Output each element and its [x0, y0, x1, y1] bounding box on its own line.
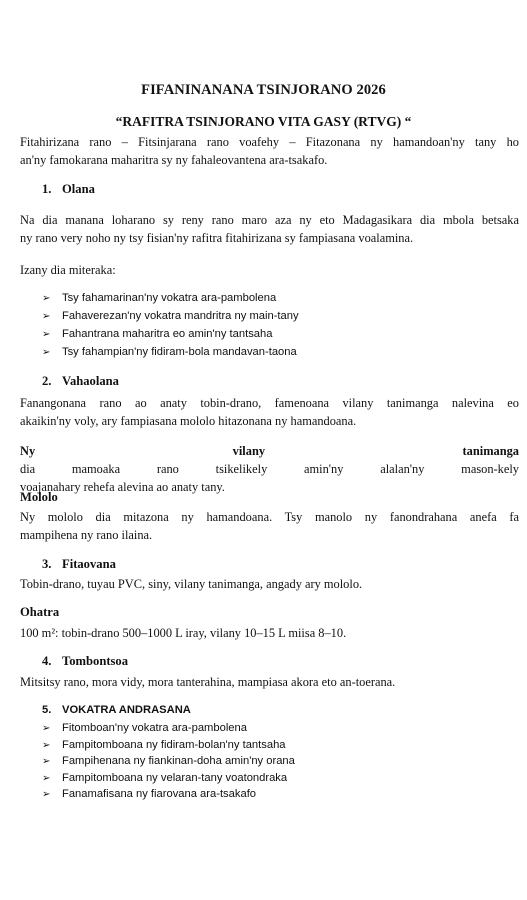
- paragraph-line: mampihena ny rano ilaina.: [20, 528, 153, 542]
- list-item: ➢ Fahaverezan'ny vokatra mandritra ny main-tany: [42, 307, 299, 325]
- tombontsoa-text: Mitsitsy rano, mora vidy, mora tanterahina, mampiasa akora eto an-toerana.: [20, 675, 396, 689]
- arrow-bullet-icon: ➢: [42, 756, 51, 767]
- olana-list: [42, 289, 299, 361]
- list-item: ➢ Fampihenana ny fiankinan-doha amin'ny orana: [42, 753, 295, 770]
- list-item: ➢ Fampitomboana ny fidiram-bolan'ny tantsaha: [42, 737, 295, 754]
- list-item: ➢ Fanamafisana ny fiarovana ara-tsakafo: [42, 786, 295, 803]
- section-title: Tombontsoa: [62, 654, 129, 668]
- section-heading-vahaolana: [42, 374, 119, 389]
- section-number: 1.: [42, 182, 52, 196]
- section-heading-fitaovana: [42, 557, 116, 572]
- arrow-bullet-icon: ➢: [42, 311, 51, 322]
- list-item: ➢ Fitomboan'ny vokatra ara-pambolena: [42, 720, 295, 737]
- document-title: FIFANINANANA TSINJORANO 2026: [141, 82, 386, 98]
- ohatra-text: 100 m²: tobin-drano 500–1000 L iray, vilany 10–15 L miisa 8–10.: [20, 626, 347, 640]
- vilany-bold-term: Ny vilany tanimanga: [20, 444, 519, 458]
- fitaovana-text: Tobin-drano, tuyau PVC, siny, vilany tanimanga, angady ary mololo.: [20, 577, 363, 591]
- mololo-heading: Mololo: [20, 490, 58, 504]
- arrow-bullet-icon: ➢: [42, 789, 51, 800]
- vahaolana-paragraph: [20, 394, 519, 430]
- list-item: ➢ Fahantrana maharitra eo amin'ny tantsaha: [42, 325, 299, 343]
- section-heading-vokatra: [42, 704, 191, 716]
- arrow-bullet-icon: ➢: [42, 293, 51, 304]
- paragraph-line: Na dia manana loharano sy reny rano maro aza ny eto Madagasikara dia mbola betsaka: [20, 213, 519, 227]
- vokatra-list: [42, 720, 295, 803]
- document-subtitle: “RAFITRA TSINJORANO VITA GASY (RTVG) “: [115, 114, 412, 129]
- arrow-bullet-icon: ➢: [42, 739, 51, 751]
- intro-line: Fitahirizana rano – Fitsinjarana rano voafehy – Fitazonana ny hamandoan'ny tany ho: [20, 135, 519, 149]
- intro-paragraph: [20, 133, 519, 169]
- list-item: ➢ Tsy fahamarinan'ny vokatra ara-pambolena: [42, 289, 299, 307]
- paragraph-line: Ny vilany tanimanga dia mamoaka rano tsikelikely amin'ny alalan'ny mason-kely: [20, 444, 519, 476]
- ohatra-heading: Ohatra: [20, 605, 60, 619]
- paragraph-line: ny rano very noho ny tsy fisian'ny rafitra fitahirizana sy fampiasana voalamina.: [20, 231, 414, 245]
- paragraph-line: akaikin'ny voly, ary fampiasana mololo hitazonana ny hamandoana.: [20, 414, 357, 428]
- section-number: 4.: [42, 654, 52, 668]
- paragraph-line: Ny mololo dia mitazona ny hamandoana. Tsy manolo ny fanondrahana anefa fa: [20, 510, 519, 524]
- arrow-bullet-icon: ➢: [42, 723, 51, 734]
- vilany-paragraph: [20, 442, 519, 496]
- list-item: ➢ Fampitomboana ny velaran-tany voatondraka: [42, 770, 295, 787]
- paragraph-line: voajanahary rehefa alevina ao anaty tany.: [20, 480, 225, 494]
- list-item: ➢ Tsy fahampian'ny fidiram-bola mandavan-taona: [42, 343, 299, 361]
- intro-line: an'ny famokarana maharitra sy ny fahaleovantena ara-tsakafo.: [20, 153, 328, 167]
- section-number: 3.: [42, 557, 52, 571]
- section-number: 5.: [42, 704, 52, 716]
- olana-paragraph: [20, 211, 519, 247]
- paragraph-line: Fanangonana rano ao anaty tobin-drano, famenoana vilany tanimanga nalevina eo: [20, 396, 519, 410]
- arrow-bullet-icon: ➢: [42, 347, 51, 358]
- section-heading-olana: [42, 182, 95, 197]
- arrow-bullet-icon: ➢: [42, 772, 51, 784]
- arrow-bullet-icon: ➢: [42, 329, 51, 340]
- section-number: 2.: [42, 374, 52, 388]
- section-title: Fitaovana: [62, 557, 116, 571]
- section-title: Vahaolana: [62, 374, 119, 388]
- examples-label: Izany dia miteraka:: [20, 263, 116, 277]
- section-title: VOKATRA ANDRASANA: [62, 704, 191, 716]
- section-heading-tombontsoa: [42, 654, 128, 669]
- mololo-paragraph: [20, 508, 519, 544]
- section-title: Olana: [62, 182, 95, 196]
